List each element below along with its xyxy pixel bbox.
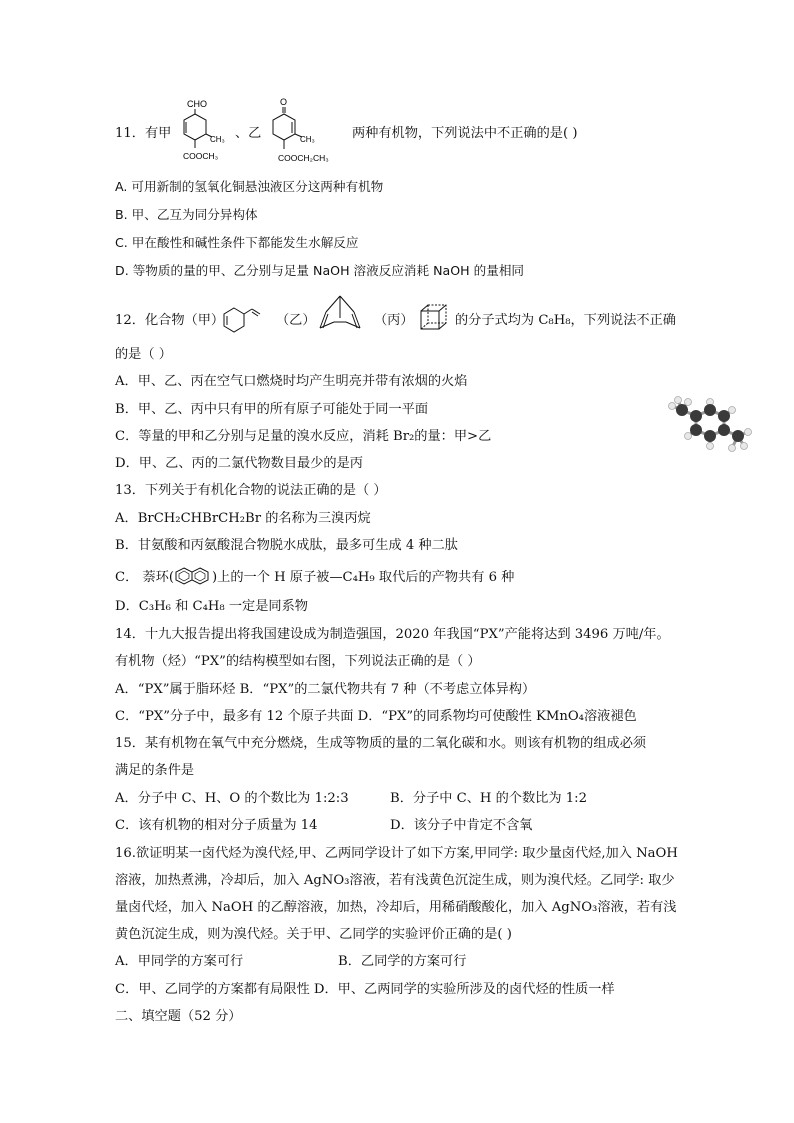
q11-suffix: 两种有机物，下列说法中不正确的是( ) [352,126,578,141]
molecule-yi [272,94,352,170]
q12-suffix: 的分子式均为 C₈H₈，下列说法不正确 [455,313,676,328]
q11-option-c: C. 甲在酸性和碱性条件下都能发生水解反应 [115,235,359,250]
q13-option-b: B．甘氨酸和丙氨酸混合物脱水成肽，最多可生成 4 种二肽 [115,538,458,553]
q13-option-c: C． 萘环( )上的一个 H 原子被—C₄H₉ 取代后的产物共有 6 种 [115,567,514,587]
q12-option-b: B．甲、乙、丙中只有甲的所有原子可能处于同一平面 [115,402,429,417]
q16-options-cd: C．甲、乙同学的方案都有局限性 D．甲、乙两同学的实验所涉及的卤代烃的性质一样 [115,982,615,997]
styrene-structure [220,302,268,336]
q13-option-d: D．C₃H₆ 和 C₄H₈ 一定是同系物 [115,599,308,614]
px-molecule-model [660,396,760,458]
q14-options-cd: C．“PX”分子中，最多有 12 个原子共面 D．“PX”的同系物均可使酸性 KMnO₄溶液褪色 [115,709,637,724]
naphthalene-structure [174,567,212,585]
q15-option-b: B．分子中 C、H 的个数比为 1:2 [390,791,587,806]
q12-prefix: 12．化合物（甲） [115,313,225,328]
q11-option-a: A. 可用新制的氢氧化铜悬浊液区分这两种有机物 [115,179,384,194]
section-heading: 二、填空题（52 分） [115,1009,242,1024]
q12-yi: （乙） [276,313,316,328]
q12-bing: （丙） [374,313,414,328]
q11-option-d: D. 等物质的量的甲、乙分别与足量 NaOH 溶液反应消耗 NaOH 的量相同 [115,263,525,278]
jia-ch3: CH₃ [210,135,225,144]
q12-option-a: A．甲、乙、丙在空气口燃烧时均产生明亮并带有浓烟的火焰 [115,374,468,389]
q12-line2: 的是（ ） [115,347,172,362]
molecule-jia [172,96,234,168]
bicyclic-structure [316,292,364,334]
q12-option-d: D．甲、乙、丙的二氯代物数目最少的是丙 [115,456,363,471]
q11-stem [115,125,171,143]
jia-cooch3: COOCH₃ [183,151,219,161]
q15-option-c: C．该有机物的相对分子质量为 14 [115,818,318,833]
q12-option-c: C．等量的甲和乙分别与足量的溴水反应，消耗 Br₂的量：甲>乙 [115,429,492,444]
q13-stem: 13．下列关于有机化合物的说法正确的是（ ） [115,483,387,498]
q13-option-a: A．BrCH₂CHBrCH₂Br 的名称为三溴丙烷 [115,511,371,526]
yi-o: O [280,97,288,107]
q15-stem-1: 15．某有机物在氧气中充分燃烧，生成等物质的量的二氧化碳和水。则该有机物的组成必须 [115,736,647,751]
q15-stem-2: 满足的条件是 [115,763,195,778]
q14-stem-1: 14．十九大报告提出将我国建设成为制造强国，2020 年我国“PX”产能将达到 3496 万吨/年。 [115,627,670,642]
q16-option-a: A．甲同学的方案可行 [115,954,244,969]
jia-cho: CHO [187,99,207,109]
q16-line-1: 16.欲证明某一卤代烃为溴代烃,甲、乙两同学设计了如下方案,甲同学: 取少量卤代烃,加入 NaOH [115,846,678,861]
q16-line-3: 量卤代烃，加入 NaOH 的乙醇溶液，加热，冷却后，用稀硝酸酸化，加入 AgNO₃溶液，若有浅 [115,900,677,915]
cubane-structure [418,302,450,332]
q16-line-2: 溶液，加热煮沸，冷却后，加入 AgNO₃溶液，若有浅黄色沉淀生成，则为溴代烃。乙同学: 取少 [115,873,675,888]
q15-option-a: A．分子中 C、H、O 的个数比为 1:2:3 [115,791,349,806]
yi-ch3: CH₃ [300,135,315,144]
q14-options-ab: A．“PX”属于脂环烃 B．“PX”的二氯代物共有 7 种（不考虑立体异构） [115,682,536,697]
q16-option-b: B．乙同学的方案可行 [338,954,467,969]
yi-cooc2h5: COOCH₂CH₃ [278,153,329,163]
q15-option-d: D．该分子中肯定不含氧 [390,818,533,833]
q11-sep: 、乙 [235,126,262,141]
q14-stem-2: 有机物（烃）“PX”的结构模型如右图，下列说法正确的是（ ） [115,654,481,669]
q16-line-4: 黄色沉淀生成，则为溴代烃。关于甲、乙同学的实验评价正确的是( ) [115,927,512,942]
q11-prefix: 11．有甲 [115,126,172,141]
q11-option-b: B. 甲、乙互为同分异构体 [115,207,258,222]
